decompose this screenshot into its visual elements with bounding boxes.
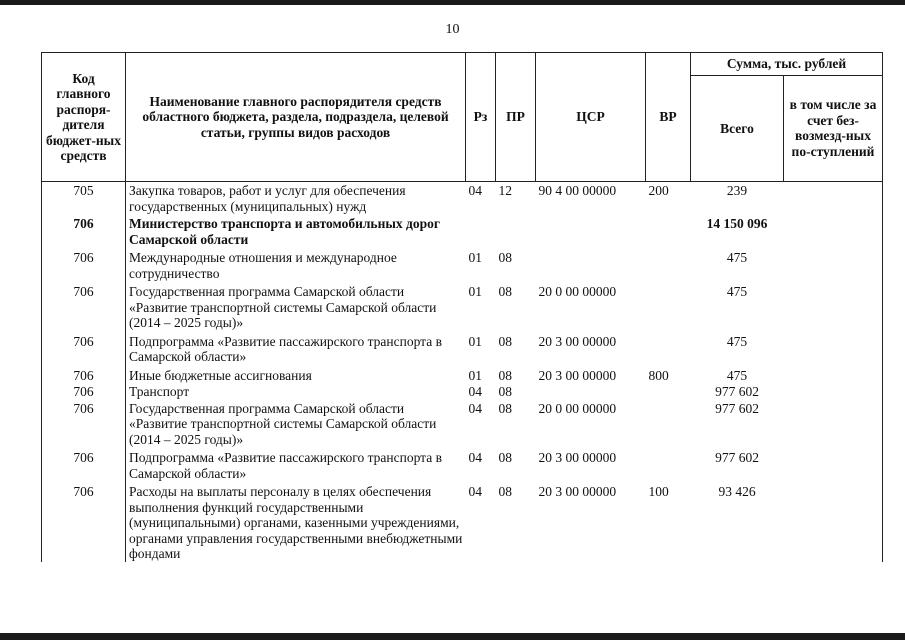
row-gratis — [784, 384, 883, 401]
row-rz: 01 — [468, 333, 482, 349]
row-gratis — [784, 450, 883, 484]
table-row — [42, 384, 883, 401]
row-rz: 01 — [468, 250, 482, 265]
table-row — [42, 216, 883, 250]
row-pr: 08 — [498, 484, 512, 499]
row-rz: 04 — [468, 400, 482, 416]
row-gratis — [784, 182, 883, 217]
row-gratis — [784, 368, 883, 385]
table-body — [42, 182, 883, 562]
row-code: 706 — [42, 368, 126, 385]
row-rz: 01 — [468, 367, 482, 383]
row-gratis — [784, 334, 883, 368]
row-rz: 04 — [468, 450, 482, 465]
row-name: Государственная программа Самарской области «Развитие транспортной системы Самарской области (2014 – 2025 годы)» — [129, 400, 437, 447]
row-csr: 20 3 00 00000 — [538, 450, 617, 465]
header-sum: Сумма, тыс. рублей — [691, 53, 883, 76]
row-vr — [646, 401, 691, 451]
header-gratis: в том числе за счет без-возмезд-ных по-ступлений — [784, 75, 883, 181]
header-csr: ЦСР — [536, 53, 646, 182]
row-csr — [536, 384, 646, 401]
row-code: 706 — [42, 334, 126, 368]
row-pr — [496, 216, 536, 250]
row-vr — [646, 334, 691, 368]
row-name: Подпрограмма «Развитие пассажирского транспорта в Самарской области» — [129, 450, 442, 481]
row-pr: 08 — [498, 367, 512, 383]
row-code: 706 — [42, 284, 126, 334]
table-row — [42, 334, 883, 368]
page-number: 10 — [445, 22, 460, 37]
row-code: 706 — [42, 384, 126, 401]
table-row — [42, 284, 883, 334]
row-total: 475 — [726, 367, 748, 383]
top-border — [0, 0, 905, 5]
row-rz: 04 — [468, 183, 482, 198]
row-total: 977 602 — [715, 450, 759, 465]
header-rz: Рз — [466, 53, 496, 182]
row-name: Транспорт — [129, 384, 190, 399]
row-vr — [646, 384, 691, 401]
table-row — [42, 484, 883, 562]
row-total: 239 — [726, 183, 748, 198]
row-csr — [536, 216, 646, 250]
header-pr: ПР — [496, 53, 536, 182]
row-total: 977 602 — [715, 384, 759, 399]
header-name: Наименование главного распорядителя средств областного бюджета, раздела, подраздела, целевой статьи, группы видов расходов — [126, 53, 466, 182]
row-code: 705 — [42, 182, 126, 217]
row-code: 706 — [42, 401, 126, 451]
row-total: 475 — [726, 284, 748, 299]
row-name: Закупка товаров, работ и услуг для обеспечения государственных (муниципальных) нужд — [129, 183, 406, 214]
row-rz: 04 — [468, 484, 482, 499]
row-code: 706 — [42, 450, 126, 484]
row-gratis — [784, 216, 883, 250]
row-csr: 20 3 00 00000 — [538, 367, 617, 383]
row-name: Иные бюджетные ассигнования — [129, 367, 312, 383]
row-name: Подпрограмма «Развитие пассажирского транспорта в Самарской области» — [129, 333, 442, 364]
row-pr: 12 — [498, 183, 512, 198]
row-vr: 200 — [648, 183, 669, 198]
row-total: 977 602 — [715, 400, 759, 416]
row-pr: 08 — [498, 250, 512, 265]
row-name: Расходы на выплаты персоналу в целях обеспечения выполнения функций государственными (муниципальными) органами, казенными учреждениями, органами управления государственными внебюджетными фондами — [129, 484, 463, 561]
bottom-border — [0, 633, 905, 640]
row-total: 14 150 096 — [706, 216, 768, 231]
table-row — [42, 250, 883, 284]
row-pr: 08 — [498, 333, 512, 349]
row-name: Государственная программа Самарской области «Развитие транспортной системы Самарской области (2014 – 2025 годы)» — [129, 284, 437, 330]
row-vr: 100 — [648, 484, 669, 499]
budget-table — [41, 52, 883, 562]
row-code: 706 — [42, 216, 126, 250]
row-gratis — [784, 284, 883, 334]
table-row — [42, 450, 883, 484]
row-total: 475 — [726, 250, 748, 265]
header-vr: ВР — [646, 53, 691, 182]
row-csr: 20 3 00 00000 — [538, 333, 617, 349]
row-pr: 08 — [498, 400, 512, 416]
row-gratis — [784, 250, 883, 284]
row-rz — [466, 216, 496, 250]
row-vr — [646, 450, 691, 484]
row-csr: 90 4 00 00000 — [538, 183, 617, 198]
row-pr: 08 — [498, 450, 512, 465]
row-pr: 08 — [498, 384, 512, 399]
row-csr: 20 3 00 00000 — [538, 484, 617, 499]
table-row — [42, 368, 883, 385]
row-vr — [646, 216, 691, 250]
row-csr: 20 0 00 00000 — [538, 284, 617, 299]
row-name: Международные отношения и международное сотрудничество — [129, 250, 397, 281]
table-row — [42, 401, 883, 451]
row-code: 706 — [42, 484, 126, 562]
header-code: Код главного распоря-дителя бюджет-ных средств — [42, 53, 126, 182]
row-csr — [536, 250, 646, 284]
row-gratis — [784, 484, 883, 562]
row-total: 475 — [726, 333, 748, 349]
row-csr: 20 0 00 00000 — [538, 400, 617, 416]
row-vr: 800 — [648, 367, 669, 383]
row-vr — [646, 284, 691, 334]
row-rz: 01 — [468, 284, 482, 299]
row-name: Министерство транспорта и автомобильных дорог Самарской области — [129, 216, 440, 247]
row-code: 706 — [42, 250, 126, 284]
row-total: 93 426 — [718, 484, 756, 499]
table-row — [42, 182, 883, 217]
row-rz: 04 — [468, 384, 482, 399]
row-gratis — [784, 401, 883, 451]
header-total: Всего — [691, 75, 784, 181]
row-pr: 08 — [498, 284, 512, 299]
row-vr — [646, 250, 691, 284]
